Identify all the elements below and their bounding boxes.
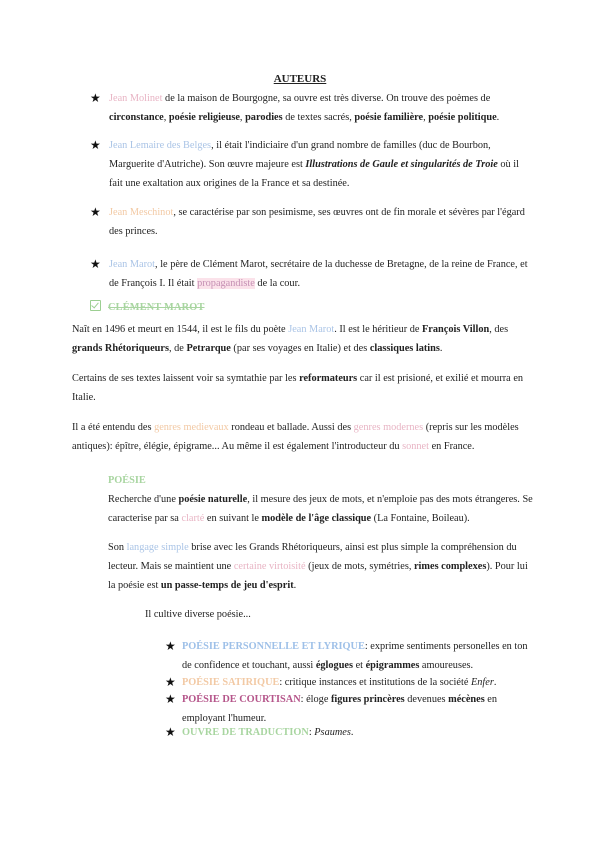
paragraph-cultivates: Il cultive diverse poésie... bbox=[145, 609, 251, 620]
poetry-type-lyrical: POÉSIE PERSONNELLE ET LYRIQUE: exprime sentiments personelles en ton de confidence et touchant, aussi églogues et épigrammes amoureuses. bbox=[182, 641, 528, 671]
star-icon: ★ bbox=[165, 675, 176, 689]
star-icon: ★ bbox=[90, 138, 101, 152]
author-entry-meschinot: Jean Meschinot, se caractérise par son pesimisme, ses œuvres ont de fin morale et sévères par l'égard des princes. bbox=[109, 207, 525, 237]
paragraph-reformers: Certains de ses textes laissent voir sa symtathie par les reformateurs car il est prisioné, et exilié et mourra en Italie. bbox=[72, 373, 524, 403]
paragraph-birth: Naît en 1496 et meurt en 1544, il est le fils du poète Jean Marot. Il est le héritieur de François Villon, des grands Rhétoriqueurs, de Petrarque (par ses voyages en Italie) et des classiques latins. bbox=[72, 324, 509, 354]
paragraph-language: Son langage simple brise avec les Grands Rhétoriqueurs, ainsi est plus simple la compréhension du lecteur. Mais se maintient une certaine virtoisité (jeux de mots, symétries, rimes complexes). Pour lui la poésie est un passe-temps de jeu d'esprit. bbox=[108, 542, 528, 591]
star-icon: ★ bbox=[90, 257, 101, 271]
paragraph-natural-poetry: Recherche d'une poésie naturelle, il mesure des jeux de mots, et n'emploie pas des mots étrangeres. Se caracterise par sa clarté en suivant le modèle de l'âge classique (La Fontaine, Boileau). bbox=[108, 494, 533, 524]
page-title: AUTEURS bbox=[273, 73, 327, 85]
poetry-type-satirical: POÉSIE SATIRIQUE: critique instances et institutions de la société Enfer. bbox=[182, 677, 497, 688]
star-icon: ★ bbox=[90, 205, 101, 219]
star-icon: ★ bbox=[90, 91, 101, 105]
star-icon: ★ bbox=[165, 639, 176, 653]
checkbox-icon bbox=[90, 300, 101, 311]
poetry-type-translation: OUVRE DE TRADUCTION: Psaumes. bbox=[182, 727, 354, 738]
section-heading: CLÉMENT MAROT bbox=[108, 302, 205, 313]
author-entry-molinet: Jean Molinet de la maison de Bourgogne, sa ouvre est très diverse. On trouve des poèmes de circonstance, poésie religieuse, parodies de textes sacrés, poésie familière, poésie politique. bbox=[109, 93, 500, 123]
author-entry-marot: Jean Marot, le père de Clément Marot, secrétaire de la duchesse de Bretagne, de la reine de France, et de François I. Il était propagandiste de la cour. bbox=[109, 259, 528, 289]
star-icon: ★ bbox=[165, 692, 176, 706]
star-icon: ★ bbox=[165, 725, 176, 739]
subsection-heading: POÉSIE bbox=[108, 475, 146, 486]
author-entry-lemaire: Jean Lemaire des Belges, il était l'indiciaire d'un grand nombre de familles (duc de Bourbon, Marguerite d'Autriche). Son œuvre majeure est Illustrations de Gaule et singularités de Troie où il fait une exaltation aux origines de la France et sa destinée. bbox=[109, 140, 519, 189]
poetry-type-courtier: POÉSIE DE COURTISAN: éloge figures princères devenues mécènes en employant l'humeur. bbox=[182, 694, 498, 724]
paragraph-genres: Il a été entendu des genres medievaux rondeau et ballade. Aussi des genres modernes (repris sur les modèles antiques): épître, élégie, épigrame... Au même il est également l'introducteur du sonnet en France. bbox=[72, 422, 519, 452]
